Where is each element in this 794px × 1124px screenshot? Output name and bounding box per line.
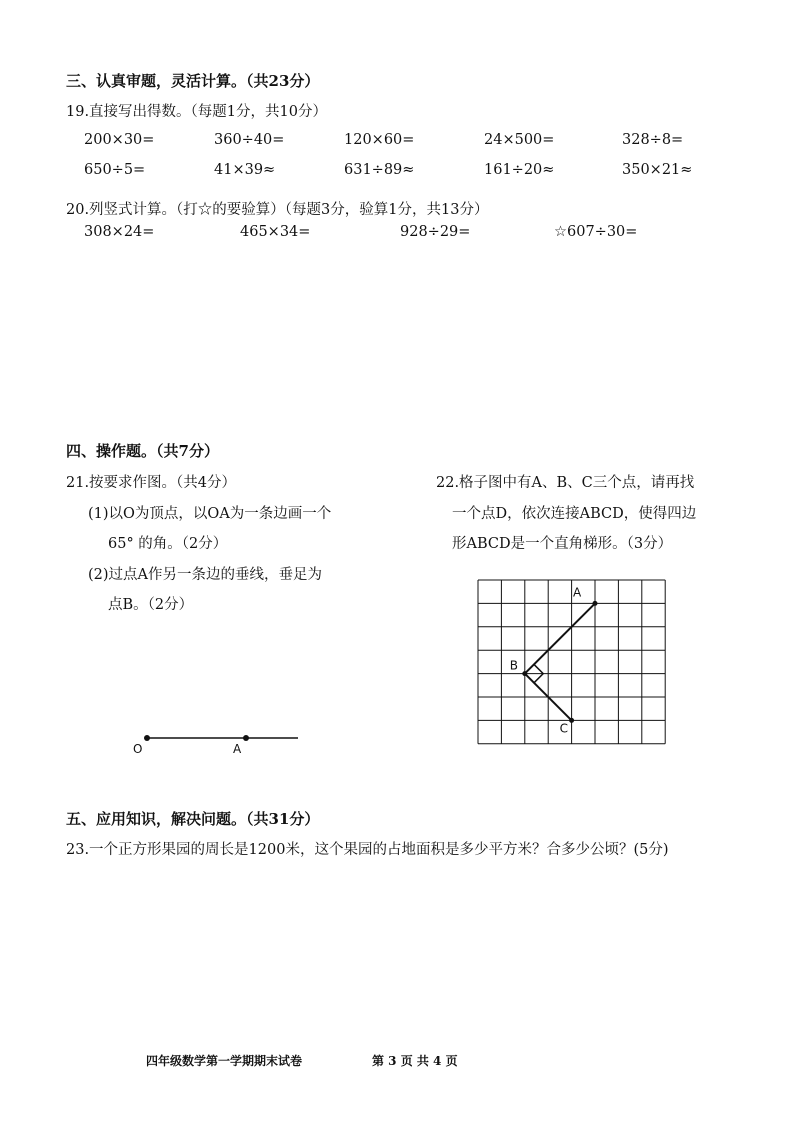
q20-item: 465×34=: [240, 224, 311, 240]
q22-line1: 22.格子图中有A、B、C三个点，请再找: [436, 475, 695, 491]
q19-item: 631÷89≈: [344, 162, 415, 178]
label-b: B: [509, 658, 519, 673]
page-info: 第 3 页 共 4 页: [372, 1054, 458, 1068]
q19-item: 120×60=: [344, 132, 415, 148]
q20-title: 20.列竖式计算。（打☆的要验算）（每题3分，验算1分，共13分）: [66, 202, 489, 218]
label-a: A: [233, 742, 242, 756]
q20-item: 308×24=: [84, 224, 155, 240]
exam-title: 四年级数学第一学期期末试卷: [146, 1054, 303, 1068]
q19-item: 24×500=: [484, 132, 555, 148]
q21-figure: [120, 725, 310, 765]
label-a: A: [573, 585, 582, 600]
segment-ba: [525, 603, 595, 673]
q21-part2-line1: (2)过点A作另一条边的垂线，垂足为: [88, 567, 323, 583]
q22-grid-figure: [478, 580, 668, 770]
q21-title: 21.按要求作图。（共4分）: [66, 475, 237, 491]
point-a: [243, 735, 249, 741]
q19-title: 19.直接写出得数。（每题1分，共10分）: [66, 104, 327, 120]
q20-item: ☆607÷30=: [554, 224, 638, 240]
label-o: O: [133, 742, 143, 756]
point-b: [522, 671, 527, 676]
q19-item: 350×21≈: [622, 162, 693, 178]
label-c: C: [559, 721, 568, 736]
q19-item: 360÷40=: [214, 132, 285, 148]
q19-item: 41×39≈: [214, 162, 276, 178]
q19-item: 200×30=: [84, 132, 155, 148]
point-c: [569, 718, 574, 723]
section3-heading: 三、认真审题，灵活计算。（共23分）: [66, 72, 320, 90]
q22-line3: 形ABCD是一个直角梯形。（3分）: [452, 536, 673, 552]
q19-item: 161÷20≈: [484, 162, 555, 178]
q23-text: 23.一个正方形果园的周长是1200米，这个果园的占地面积是多少平方米？合多少公顷？(5分): [66, 842, 669, 858]
q21-part1-line2: 65° 的角。（2分）: [108, 536, 228, 552]
point-a: [593, 601, 598, 606]
q21-part2-line2: 点B。（2分）: [108, 597, 194, 613]
point-o: [144, 735, 150, 741]
section4-heading: 四、操作题。（共7分）: [66, 442, 219, 460]
q21-part1-line1: (1)以O为顶点，以OA为一条边画一个: [88, 506, 332, 522]
q19-item: 650÷5=: [84, 162, 146, 178]
q19-item: 328÷8=: [622, 132, 684, 148]
q20-item: 928÷29=: [400, 224, 471, 240]
section5-heading: 五、应用知识，解决问题。（共31分）: [66, 810, 320, 828]
q22-line2: 一个点D，依次连接ABCD，使得四边: [452, 506, 697, 522]
